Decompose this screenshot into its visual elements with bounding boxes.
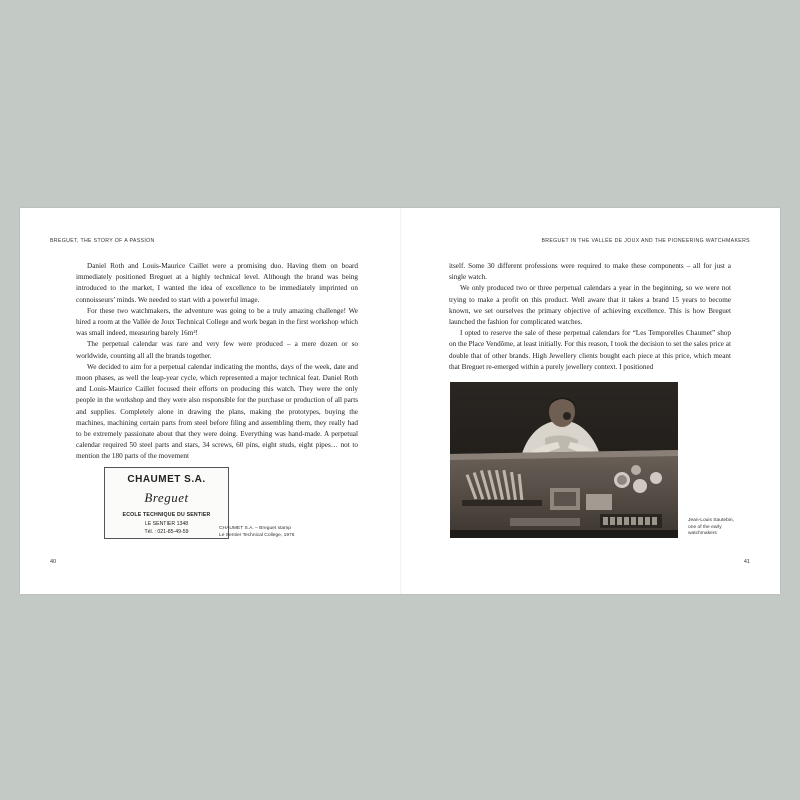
book-spread — [20, 208, 780, 594]
page-number-left: 40 — [50, 559, 57, 565]
paragraph: We only produced two or three perpetual calendars a year in the beginning, so we were not trying to make a profit on this product. Well aware that it takes a brand 15 years to become known, we set ourselves the primary objective of achieving excellence. This is how Breguet launched the fashion for complicated watches. — [449, 284, 731, 327]
stamp-address: LE SENTIER 1348 — [144, 521, 189, 527]
stamp-telephone: Tél. : 021-85-49-59 — [144, 529, 189, 535]
running-head-left: BREGUET, THE STORY OF A PASSION — [50, 238, 155, 244]
left-page-body — [76, 261, 358, 463]
page-gutter — [400, 208, 401, 594]
caption-line: CHAUMET S.A. – Breguet stamp — [219, 526, 291, 531]
chaumet-stamp-image — [104, 467, 229, 539]
photo-caption — [688, 518, 748, 538]
paragraph: itself. Some 30 different professions were required to make these components – all for just a single watch. — [449, 262, 731, 282]
caption-line: watchmakers — [688, 531, 717, 537]
caption-line: Le Sentier Technical College, 1976 — [219, 532, 295, 538]
paragraph: For these two watchmakers, the adventure was going to be a truly amazing challenge! We hired a room at the Vallée de Joux Technical College and work began in the first workshop which was small indeed, measuring barely 16m²! — [76, 306, 358, 338]
right-page-body — [449, 261, 731, 373]
page-number-right: 41 — [743, 559, 750, 565]
stamp-caption — [219, 526, 329, 539]
paragraph: Daniel Roth and Louis-Maurice Caillet were a promising duo. Having them on board immediately positioned Breguet at a highly technical level. Although the brand was being introduced to the market, I wanted the idea of excellence to be immediately imprinted on connoisseurs’ minds. We needed to start with a powerful image. — [76, 262, 358, 304]
paragraph: We decided to aim for a perpetual calendar indicating the months, days of the week, date and moon phases, as well the leap-year cycle, which represented a major technical feat. Daniel Roth and Louis-Maurice Caillet focused their efforts on producing this watch. They were the only people in the workshop and they were also responsible for the purchase or production of all parts and supplies. Completely alone in drawing the plans, making the prototypes, buying the machines, machining certain parts from steel before filing and assembling them, they really had to be extremely passionate about that they were doing. Everything was hand-made. A perpetual calendar required 50 steel parts and stars, 34 screws, 60 pins, eight studs, eight pipes… not to mention the 180 parts of the movement — [76, 362, 358, 461]
stamp-script-logo: Breguet — [144, 490, 189, 505]
caption-line: one of the early — [688, 524, 722, 530]
running-head-right: BREGUET IN THE VALLÉE DE JOUX AND THE PIONEERING WATCHMAKERS — [541, 238, 750, 244]
stamp-school: ECOLE TECHNIQUE DU SENTIER — [122, 512, 211, 518]
workshop-photo — [450, 382, 678, 538]
stamp-title: CHAUMET S.A. — [127, 474, 206, 485]
paragraph: The perpetual calendar was rare and very few were produced – a mere dozen or so worldwide, counting all all the brands together. — [76, 340, 358, 360]
caption-line: Jean-Louis Sautebin, — [688, 518, 734, 523]
paragraph: I opted to reserve the sale of these perpetual calendars for “Les Temporelles Chaumet” shop on the Place Vendôme, at least initially. For this reason, I took the decision to set the sales price at double that of other brands. High Jewellery clients bought each piece at this price, which meant that Breguet re-emerged within a purely jewellery context. I positioned — [449, 329, 731, 371]
